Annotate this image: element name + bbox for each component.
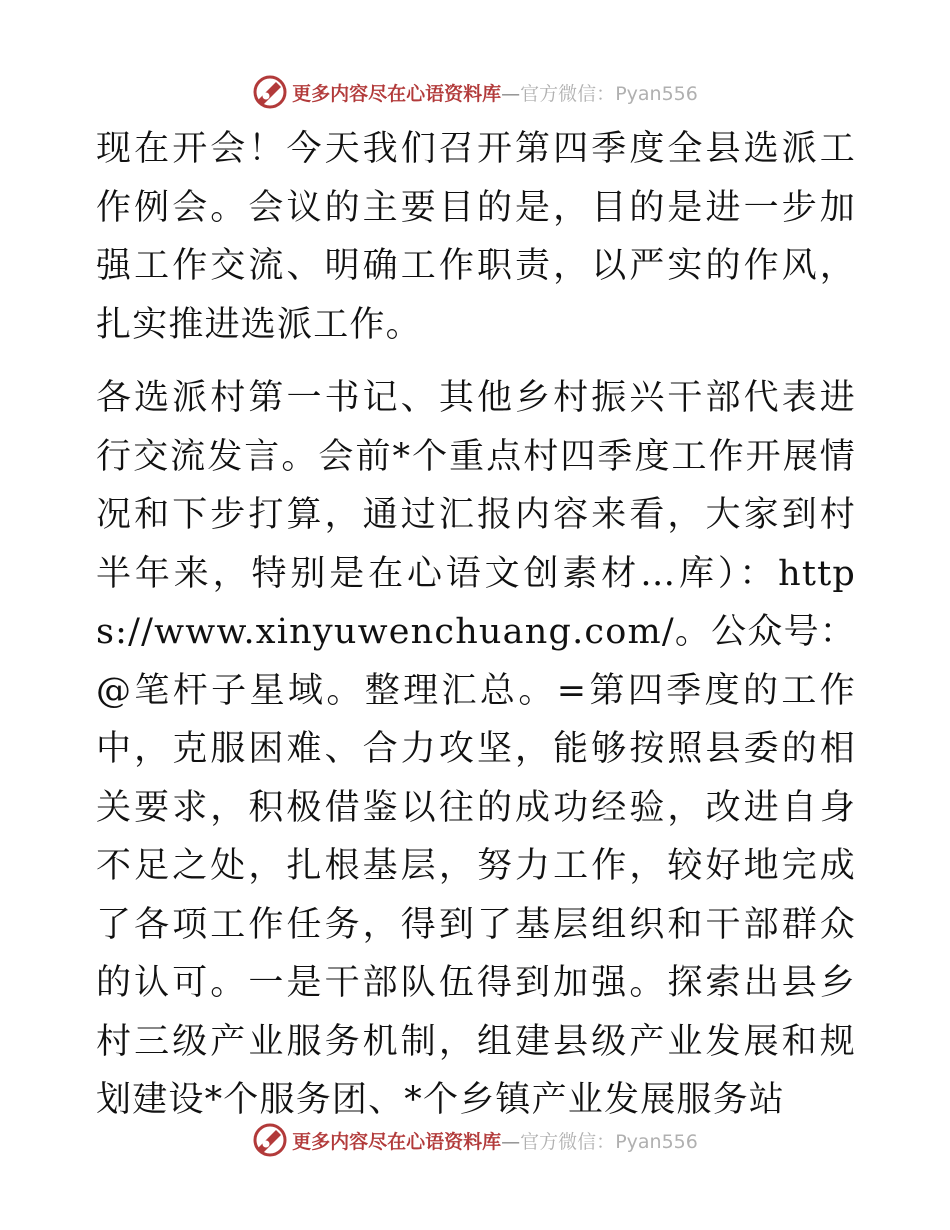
banner-separator: — [501, 82, 521, 105]
logo-icon [252, 1122, 288, 1158]
logo-icon [252, 74, 288, 110]
wechat-id: Pyan556 [615, 1130, 698, 1153]
wechat-label: 官方微信： [520, 1130, 616, 1153]
banner-text [292, 1127, 698, 1154]
wechat-label: 官方微信： [520, 82, 616, 105]
document-body [96, 120, 856, 1130]
banner-text [292, 79, 698, 106]
site-name: 更多内容尽在心语资料库 [292, 82, 502, 105]
paragraph-2: 各选派村第一书记、其他乡村振兴干部代表进行交流发言。会前*个重点村四季度工作开展情况和下步打算，通过汇报内容来看，大家到村半年来，特别是在心语文创素材…库）：https://​www.xinyuwenchuang.com/。公众号：@笔杆子星域。整理汇总。=第四季度的工作中，克服困难、合力攻坚，能够按照县委的相关要求，积极借鉴以往的成功经验，改进自身不足之处，扎根基层，努力工作，较好地完成了各项工作任务，得到了基层组织和干部群众的认可。一是干部队伍得到加强。探索出县乡村三级产业服务机制，组建县级产业发展和规划建设*个服务团、*个乡镇产业发展服务站 [96, 378, 856, 1120]
header-banner [0, 72, 950, 112]
paragraph-1: 现在开会！今天我们召开第四季度全县选派工作例会。会议的主要目的是，目的是进一步加强工作交流、明确工作职责，以严实的作风，扎实推进选派工作。 [96, 129, 856, 345]
site-name: 更多内容尽在心语资料库 [292, 1130, 502, 1153]
footer-banner [0, 1120, 950, 1160]
wechat-id: Pyan556 [615, 82, 698, 105]
banner-separator: — [501, 1130, 521, 1153]
